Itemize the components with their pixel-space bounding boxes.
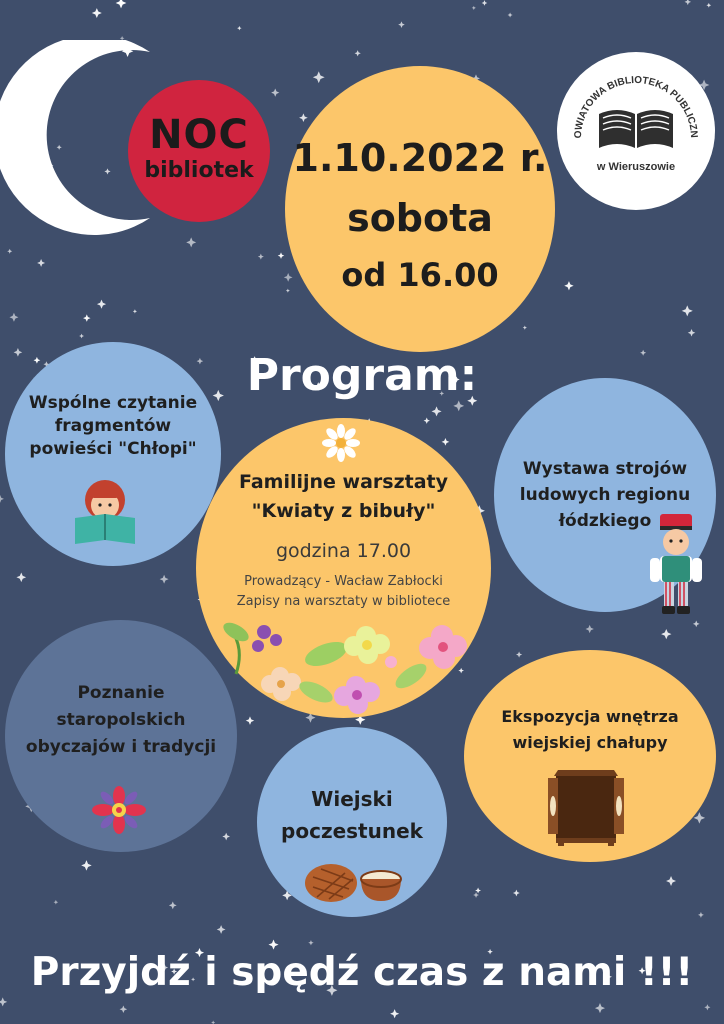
star-icon [513, 890, 520, 897]
workshop-signup: Zapisy na warsztaty w bibliotece [236, 594, 451, 609]
customs-line3: obyczajów i tradycji [25, 737, 217, 757]
daisy-icon [322, 424, 360, 462]
footer-slogan: Przyjdź i spędź czas z nami !!! [30, 950, 694, 995]
wardrobe-icon [544, 766, 628, 846]
event-time: od 16.00 [341, 256, 499, 294]
star-icon [685, 0, 692, 5]
customs-circle [5, 620, 237, 852]
folk-flower-icon [89, 786, 149, 834]
star-icon [398, 21, 405, 28]
star-icon [666, 876, 676, 886]
star-icon [698, 912, 704, 918]
exhibition-line1: Wystawa strojów [522, 459, 688, 479]
star-icon [120, 1005, 128, 1013]
date-circle [285, 66, 555, 352]
flowers-illustration [216, 614, 471, 714]
star-icon [595, 1003, 605, 1013]
library-location: w Wieruszowie [596, 161, 676, 173]
star-icon [313, 71, 325, 83]
workshop-time: godzina 17.00 [275, 540, 412, 562]
star-icon [7, 249, 12, 254]
star-icon [92, 8, 102, 18]
treat-line2: poczestunek [281, 819, 423, 843]
star-icon [704, 1004, 710, 1010]
customs-line2: staropolskich [56, 710, 186, 730]
star-icon [16, 572, 26, 582]
star-icon [116, 0, 127, 8]
reading-line1: Wspólne czytanie [28, 393, 198, 413]
star-icon [271, 89, 279, 97]
star-icon [97, 300, 106, 309]
event-day: sobota [347, 196, 493, 240]
star-icon [516, 651, 522, 657]
reading-line2: fragmentów [54, 416, 172, 436]
event-date: 1.10.2022 r. [292, 136, 548, 180]
star-icon [258, 254, 264, 260]
star-icon [453, 401, 464, 412]
noc-bibliotek-logo [128, 80, 270, 222]
star-icon [564, 281, 573, 290]
star-icon [693, 620, 700, 627]
star-icon [688, 329, 696, 337]
cottage-line2: wiejskiej chałupy [512, 733, 668, 752]
star-icon [81, 860, 91, 870]
star-icon [390, 1009, 399, 1018]
star-icon [79, 334, 84, 339]
open-book-icon [599, 110, 673, 148]
exhibition-line2: ludowych regionu [519, 485, 691, 505]
star-icon [682, 305, 693, 316]
star-icon [0, 997, 7, 1006]
exhibition-line3: łódzkiego [558, 511, 652, 531]
bread-icon [301, 857, 405, 905]
star-icon [278, 252, 284, 258]
library-seal [557, 52, 715, 210]
star-icon [222, 833, 230, 841]
treat-line1: Wiejski [311, 787, 393, 811]
star-icon [0, 495, 4, 503]
treat-circle [257, 727, 447, 917]
workshop-circle [196, 418, 491, 718]
library-arc-text: OWIATOWA BIBLIOTEKA PUBLICZN [572, 74, 700, 139]
program-heading: Program: [246, 350, 478, 401]
star-icon [246, 716, 254, 724]
star-icon [268, 940, 278, 950]
workshop-subtitle: "Kwiaty z bibuły" [251, 500, 436, 522]
star-icon [706, 3, 711, 8]
star-icon [237, 26, 241, 30]
star-icon [299, 113, 308, 122]
star-icon [508, 12, 513, 17]
star-icon [586, 625, 594, 633]
star-icon [523, 326, 527, 330]
star-icon [217, 925, 226, 934]
star-icon [432, 406, 442, 416]
library-logo [557, 52, 715, 210]
reading-girl-icon [69, 478, 141, 546]
star-icon [424, 418, 430, 424]
workshop-title: Familijne warsztaty [238, 471, 449, 493]
cottage-circle [464, 650, 716, 862]
customs-line1: Poznanie [77, 683, 165, 703]
star-icon [133, 309, 137, 313]
folk-boy-icon [644, 512, 708, 616]
star-icon [308, 940, 313, 945]
reading-line3: powieści "Chłopi" [29, 439, 197, 459]
workshop-host: Prowadzący - Wacław Zabłocki [244, 574, 443, 589]
star-icon [355, 50, 361, 56]
star-icon [9, 313, 18, 322]
star-icon [54, 900, 59, 905]
star-icon [169, 901, 177, 909]
star-icon [83, 314, 90, 321]
star-icon [442, 438, 450, 446]
logo-title: NOC [149, 112, 249, 158]
exhibition-circle [494, 378, 716, 612]
star-icon [160, 575, 169, 584]
star-icon [211, 1020, 215, 1024]
star-icon [37, 259, 45, 267]
star-icon [661, 629, 671, 639]
cottage-line1: Ekspozycja wnętrza [501, 707, 679, 726]
star-icon [472, 6, 476, 10]
star-icon [482, 0, 488, 6]
logo-subtitle: bibliotek [144, 158, 254, 183]
reading-circle [5, 342, 221, 566]
